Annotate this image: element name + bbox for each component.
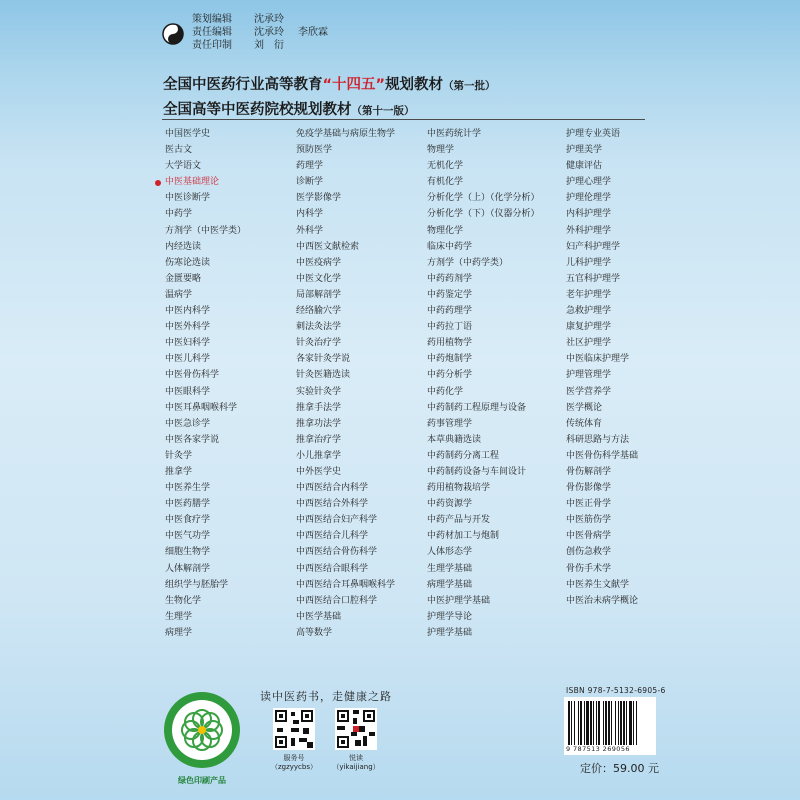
book-title: 金匮要略: [165, 273, 202, 284]
book-list-col1: [165, 126, 246, 641]
book-title: 推拿手法学: [296, 402, 342, 413]
barcode-bar: [611, 701, 612, 745]
book-title: 针灸学: [165, 450, 193, 461]
book-title: 创伤急救学: [566, 547, 612, 558]
credit-name: 沈承玲: [254, 27, 284, 38]
book-title: 推拿功法学: [296, 418, 342, 429]
green-printing-badge-icon: [162, 690, 242, 770]
barcode-bar: [586, 701, 589, 745]
book-title: 中国医学史: [165, 129, 211, 139]
qr1-handle: （zgzyycbs）: [270, 763, 318, 771]
book-title: 中医学基础: [296, 611, 342, 622]
qr2-label: [326, 754, 386, 772]
qr-code-icon: [335, 708, 377, 750]
book-title: 外科学: [296, 225, 324, 236]
book-title: 针灸医籍选读: [296, 370, 351, 381]
book-title: 中医外科学: [165, 322, 211, 333]
book-title: 中西医结合儿科学: [296, 531, 369, 542]
book-title: 内经选读: [165, 241, 202, 252]
book-title: 骨伤手术学: [566, 563, 612, 574]
barcode-bar: [608, 701, 610, 745]
book-title: 社区护理学: [566, 338, 612, 349]
book-title: 小儿推拿学: [296, 450, 342, 461]
book-title: 中药资源学: [427, 499, 473, 510]
barcode-bar: [615, 701, 616, 745]
book-title: 分析化学（下）（仪器分析）: [427, 209, 540, 220]
series-title-1-sub: （第一批）: [443, 80, 496, 92]
credit-name: 刘 衍: [254, 40, 284, 51]
book-title: 护理专业英语: [566, 129, 621, 139]
barcode-bar: [596, 701, 597, 745]
book-title: 方剂学（中药学类）: [427, 257, 509, 268]
book-title: 药事管理学: [427, 418, 473, 429]
book-title: 推拿治疗学: [296, 434, 342, 445]
book-title: 经络腧穴学: [296, 306, 342, 317]
book-title: 中医食疗学: [165, 515, 211, 526]
barcode-bar: [568, 701, 570, 745]
book-title: 中药材加工与炮制: [427, 531, 500, 542]
credit-role: 责任印制: [192, 40, 232, 51]
book-title: 人体解剖学: [165, 563, 211, 574]
qr1-title: 服务号: [283, 754, 305, 762]
book-title: 康复护理学: [566, 322, 612, 333]
credits: [192, 13, 342, 52]
book-title: 中西医结合妇产科学: [296, 515, 378, 526]
book-title: 医学影像学: [296, 193, 342, 204]
qr2-title: 悦读: [349, 754, 363, 762]
book-title: 方剂学（中医学类）: [165, 225, 247, 236]
series-title-2-sub: （第十一版）: [351, 105, 415, 117]
book-title: 急救护理学: [566, 306, 612, 317]
series-title-1: [163, 73, 496, 94]
book-title: 实验针灸学: [296, 386, 342, 397]
book-title: 人体形态学: [427, 547, 473, 558]
book-title: 中医正骨学: [566, 499, 612, 510]
book-title: 中医养生学: [165, 483, 211, 494]
book-title: 中医各家学说: [165, 434, 220, 445]
book-title: 中医气功学: [165, 531, 211, 542]
book-title: 药用植物学: [427, 338, 473, 349]
credit-role: 策划编辑: [192, 14, 232, 25]
book-title: 中医骨伤科学基础: [566, 450, 639, 461]
barcode-bar: [593, 701, 594, 745]
book-title: 中医内科学: [165, 306, 211, 317]
book-title: 中药拉丁语: [427, 322, 473, 333]
current-book-bullet-icon: [155, 180, 161, 186]
credit-name: 李欣霖: [298, 27, 328, 38]
badge-label: 绿色印刷产品: [178, 776, 226, 785]
book-title: 有机化学: [427, 177, 464, 188]
book-title: 中药产品与开发: [427, 515, 491, 526]
book-title: 中药药理学: [427, 306, 473, 317]
book-title: 本草典籍选读: [427, 434, 482, 445]
book-title: 中医耳鼻咽喉科学: [165, 402, 238, 413]
book-title: 局部解剖学: [296, 289, 342, 300]
divider: [162, 119, 645, 120]
book-title: 无机化学: [427, 161, 464, 172]
barcode-bar: [578, 701, 579, 745]
book-title: 中西医文献检索: [296, 241, 360, 252]
credit-role: 责任编辑: [192, 27, 232, 38]
book-title: 中西医结合内科学: [296, 483, 369, 494]
book-title: 针灸治疗学: [296, 338, 342, 349]
book-title: 中西医结合耳鼻咽喉科学: [296, 579, 396, 590]
book-title: 预防医学: [296, 145, 333, 156]
book-title: 中药学: [165, 209, 193, 220]
book-title: 儿科护理学: [566, 257, 612, 268]
book-title: 病理学: [165, 627, 193, 638]
barcode-bar: [633, 701, 634, 745]
barcode-bar: [629, 701, 632, 745]
barcode-bar: [618, 701, 619, 745]
book-title: 内科护理学: [566, 209, 612, 220]
barcode-bar: [626, 701, 627, 745]
book-title: 中医基础理论: [165, 177, 220, 188]
book-title: 伤寒论选读: [165, 257, 211, 268]
book-title: 中医护理学基础: [427, 595, 491, 606]
book-title: 老年护理学: [566, 289, 612, 300]
book-title: 中医儿科学: [165, 354, 211, 365]
barcode-number: 9 787513 269056: [566, 745, 630, 753]
qr2-handle: （yikaijiang）: [332, 763, 380, 771]
barcode-bar: [584, 701, 585, 745]
barcode-bar: [598, 701, 600, 745]
credit-name: 沈承玲: [254, 14, 284, 25]
book-title: 传统体育: [566, 418, 603, 429]
book-title: 中医药统计学: [427, 129, 482, 139]
book-title: 中医文化学: [296, 273, 342, 284]
book-title: 各家针灸学说: [296, 354, 351, 365]
series-title-1-b: 规划教材: [385, 77, 444, 93]
book-title: 中西医结合眼科学: [296, 563, 369, 574]
book-title: 中医疫病学: [296, 257, 342, 268]
qr-code-icon: [273, 708, 315, 750]
publisher-logo-icon: [162, 22, 184, 46]
book-title: 护理伦理学: [566, 193, 612, 204]
book-title: 医古文: [165, 145, 193, 156]
book-title: 中医临床护理学: [566, 354, 630, 365]
book-title: 护理学基础: [427, 627, 473, 638]
credit-print-supervisor: [192, 39, 342, 52]
book-title: 中医急诊学: [165, 418, 211, 429]
barcode-bar: [603, 701, 604, 745]
book-title: 病理学基础: [427, 579, 473, 590]
book-title: 中药制药设备与车间设计: [427, 466, 527, 477]
book-title: 温病学: [165, 289, 193, 300]
book-list-col2: [296, 126, 395, 641]
book-title: 免疫学基础与病原生物学: [296, 129, 396, 139]
book-title: 中医养生文献学: [566, 579, 630, 590]
book-title: 细胞生物学: [165, 547, 211, 558]
series-title-2-main: 全国高等中医药院校规划教材: [163, 102, 352, 118]
book-title: 医学营养学: [566, 386, 612, 397]
book-title: 物理化学: [427, 225, 464, 236]
book-title: 健康评估: [566, 161, 603, 172]
book-title: 中西医结合外科学: [296, 499, 369, 510]
book-title: 物理学: [427, 145, 455, 156]
book-title: 外科护理学: [566, 225, 612, 236]
credit-planning-editor: [192, 13, 342, 26]
book-title: 中医眼科学: [165, 386, 211, 397]
book-title: 中医诊断学: [165, 193, 211, 204]
book-title: 中医妇科学: [165, 338, 211, 349]
book-title: 妇产科护理学: [566, 241, 621, 252]
book-title: 护理管理学: [566, 370, 612, 381]
book-title: 中药炮制学: [427, 354, 473, 365]
book-title: 生理学: [165, 611, 193, 622]
credit-responsible-editor: [192, 26, 342, 39]
book-title: 刺法灸法学: [296, 322, 342, 333]
book-title: 中药制药工程原理与设备: [427, 402, 527, 413]
book-title: 推拿学: [165, 466, 193, 477]
slogan: 读中医药书，走健康之路: [260, 690, 392, 703]
book-title: 中医骨伤科学: [165, 370, 220, 381]
book-title: 中药分析学: [427, 370, 473, 381]
book-title: 中外医学史: [296, 466, 342, 477]
book-title: 生理学基础: [427, 563, 473, 574]
book-title: 中药制药分离工程: [427, 450, 500, 461]
book-title: 中医筋伤学: [566, 515, 612, 526]
book-title: 中药鉴定学: [427, 289, 473, 300]
book-title: 中西医结合骨伤科学: [296, 547, 378, 558]
barcode-bar: [623, 701, 625, 745]
barcode-bar: [620, 701, 622, 745]
book-title: 中医药膳学: [165, 499, 211, 510]
book-title: 中西医结合口腔科学: [296, 595, 378, 606]
book-title: 组织学与胚胎学: [165, 579, 229, 590]
book-title: 大学语文: [165, 161, 202, 172]
book-title: 生物化学: [165, 595, 202, 606]
book-title: 护理心理学: [566, 177, 612, 188]
series-title-1-a: 全国中医药行业高等教育: [163, 77, 323, 93]
book-title: 中药药剂学: [427, 273, 473, 284]
isbn: ISBN 978-7-5132-6905-6: [566, 686, 666, 695]
barcode-bar: [580, 701, 582, 745]
barcode-bar: [574, 701, 575, 745]
book-title: 骨伤解剖学: [566, 466, 612, 477]
book-title: 内科学: [296, 209, 324, 220]
book-title: 科研思路与方法: [566, 434, 630, 445]
book-list-col3: [427, 126, 540, 641]
barcode-bar: [590, 701, 592, 745]
book-title: 中医治未病学概论: [566, 595, 639, 606]
book-title: 药理学: [296, 161, 324, 172]
book-title: 护理学导论: [427, 611, 473, 622]
barcode-bar: [571, 701, 572, 745]
book-title: 中医骨病学: [566, 531, 612, 542]
series-title-1-highlight: “十四五”: [322, 77, 386, 93]
book-title: 中药化学: [427, 386, 464, 397]
book-title: 医学概论: [566, 402, 603, 413]
book-list-col4: [566, 126, 638, 609]
price: 定价：59.00 元: [580, 762, 659, 775]
book-title: 五官科护理学: [566, 273, 621, 284]
book-title: 临床中药学: [427, 241, 473, 252]
book-title: 诊断学: [296, 177, 324, 188]
book-title: 分析化学（上）（化学分析）: [427, 193, 540, 204]
barcode-bar: [636, 701, 637, 745]
barcode-bar: [605, 701, 607, 745]
series-title-2: [163, 98, 415, 119]
book-title: 护理美学: [566, 145, 603, 156]
book-title: 骨伤影像学: [566, 483, 612, 494]
qr1-label: [264, 754, 324, 772]
book-title: 药用植物栽培学: [427, 483, 491, 494]
book-title: 高等数学: [296, 627, 333, 638]
